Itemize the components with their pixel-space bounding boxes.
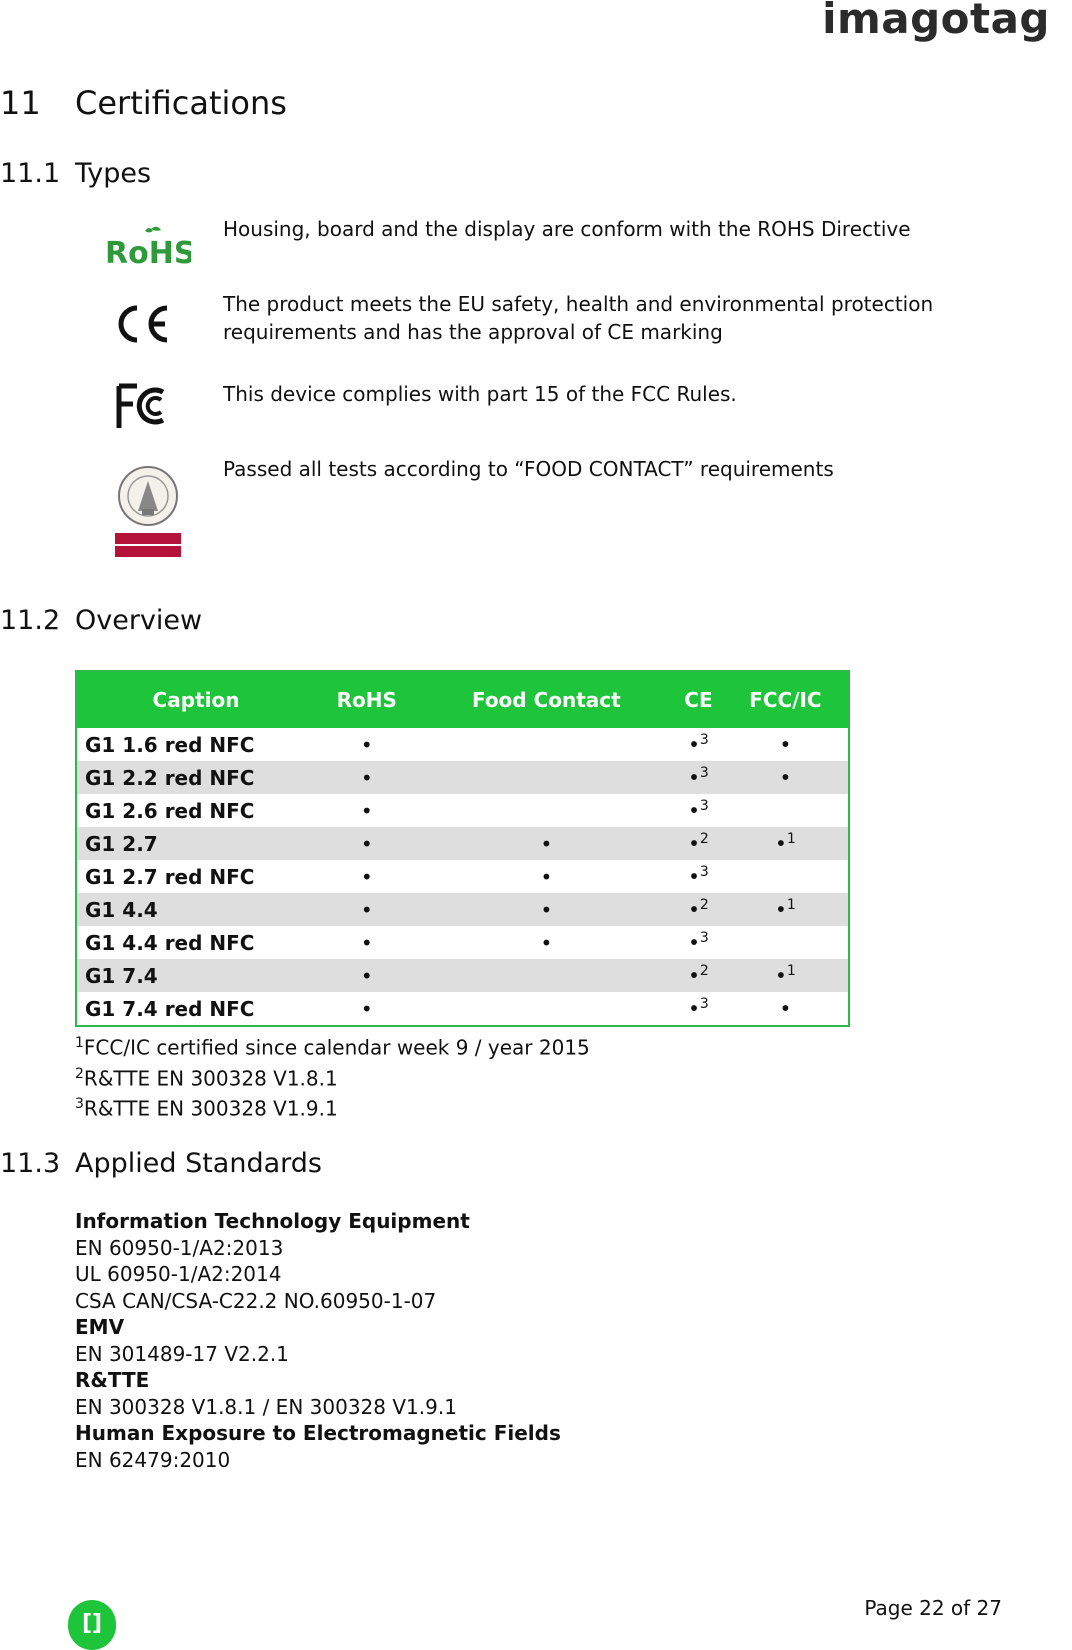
standard-category: Human Exposure to Electromagnetic Fields: [75, 1421, 561, 1445]
cell-fcc-ic: [723, 860, 849, 893]
row-caption: G1 4.4 red NFC: [85, 930, 255, 955]
subsection-heading-overview: [0, 605, 202, 636]
cert-row-rohs: [75, 215, 975, 275]
cell-ce: •$^3$: [674, 761, 723, 794]
table-row: [76, 761, 849, 794]
page-number: Page 22 of 27: [864, 1596, 1002, 1620]
column-header-fcc-ic: FCC/IC: [723, 671, 849, 728]
table-row: [76, 893, 849, 926]
cell-fcc-ic: •$^1$: [723, 959, 849, 992]
cell-fcc-ic: •: [779, 996, 792, 1021]
standard-category: EMV: [75, 1315, 125, 1339]
cell-food-contact: •: [540, 864, 553, 889]
table-row: [76, 827, 849, 860]
cell-ce: •$^2$: [674, 893, 723, 926]
subsection-heading-types: [0, 158, 151, 189]
footer-logo-icon: []: [68, 1600, 116, 1650]
cell-ce: •$^2$: [674, 827, 723, 860]
cell-food-contact: [419, 728, 675, 761]
footnotes: [75, 1030, 590, 1122]
standards-list: [75, 1208, 561, 1473]
cell-rohs: •: [315, 959, 419, 992]
cell-rohs: •: [360, 798, 373, 823]
footnote: $^2$R&TTE EN 300328 V1.8.1: [75, 1065, 338, 1091]
cell-rohs: •: [315, 761, 419, 794]
cell-rohs: •: [360, 996, 373, 1021]
table-row: [76, 959, 849, 992]
cell-ce: •$^3$: [688, 996, 709, 1021]
cert-text: This device complies with part 15 of the FCC Rules.: [223, 382, 737, 406]
bureau-veritas-logo-icon: [115, 463, 181, 563]
cell-fcc-ic: •$^1$: [723, 893, 849, 926]
table-header-row: [76, 671, 849, 728]
subsection-title: Types: [75, 158, 152, 189]
row-caption: G1 7.4: [76, 959, 315, 992]
cell-food-contact: [419, 959, 675, 992]
cell-rohs: •: [360, 864, 373, 889]
section-title: Certifications: [75, 84, 287, 122]
table-row: [76, 728, 849, 761]
row-caption: G1 2.6 red NFC: [85, 798, 255, 823]
cell-fcc-ic: [723, 794, 849, 827]
standard-item: EN 301489-17 V2.2.1: [75, 1341, 289, 1366]
row-caption: G1 4.4: [76, 893, 315, 926]
standard-item: EN 62479:2010: [75, 1447, 231, 1472]
footnote: $^3$R&TTE EN 300328 V1.9.1: [75, 1096, 338, 1121]
subsection-number: 11.3: [0, 1148, 61, 1179]
brand-logo: imagotag: [822, 0, 1050, 43]
standard-item: EN 60950-1/A2:2013: [75, 1235, 284, 1260]
rohs-logo-icon: [105, 225, 191, 273]
column-header-caption: Caption: [76, 671, 315, 728]
row-caption: G1 2.7: [76, 827, 315, 860]
subsection-number: 11.2: [0, 605, 61, 636]
cell-fcc-ic: •$^1$: [723, 827, 849, 860]
table-row: [76, 860, 849, 893]
cell-fcc-ic: [723, 926, 849, 959]
certification-overview-table: [75, 670, 850, 1027]
standard-category: Information Technology Equipment: [75, 1209, 470, 1233]
table-row: [76, 794, 849, 827]
cert-row-ce: [75, 290, 975, 350]
ce-mark-icon: [113, 302, 173, 350]
cert-row-fcc: [75, 380, 975, 440]
table-row: [76, 992, 849, 1026]
cell-food-contact: [419, 794, 675, 827]
cert-text: The product meets the EU safety, health and environmental protection requirements and has the approval of CE marking: [223, 292, 934, 344]
fcc-logo-icon: [115, 382, 175, 434]
cell-ce: •$^2$: [674, 959, 723, 992]
cell-rohs: •: [360, 930, 373, 955]
cell-fcc-ic: •: [779, 732, 792, 757]
row-caption: G1 2.2 red NFC: [76, 761, 315, 794]
rohs-logo-text: RoHS: [105, 236, 191, 269]
cell-ce: •$^3$: [688, 864, 709, 889]
column-header-ce: CE: [674, 671, 723, 728]
cell-food-contact: •: [419, 827, 675, 860]
cell-rohs: •: [315, 827, 419, 860]
cell-rohs: •: [360, 732, 373, 757]
cert-text: Passed all tests according to “FOOD CONTACT” requirements: [223, 457, 834, 481]
cell-ce: •$^3$: [688, 930, 709, 955]
subsection-title: Applied Standards: [75, 1148, 322, 1179]
table-row: [76, 926, 849, 959]
cell-food-contact: •: [419, 893, 675, 926]
standard-item: CSA CAN/CSA-C22.2 NO.60950-1-07: [75, 1288, 437, 1313]
standard-category: R&TTE: [75, 1368, 150, 1392]
footnote: $^1$FCC/IC certified since calendar week 9 / year 2015: [75, 1035, 590, 1060]
cell-food-contact: [419, 761, 675, 794]
row-caption: G1 7.4 red NFC: [85, 996, 255, 1021]
cell-food-contact: [419, 992, 675, 1026]
subsection-title: Overview: [75, 605, 203, 636]
column-header-food-contact: Food Contact: [419, 671, 675, 728]
subsection-number: 11.1: [0, 158, 61, 189]
column-header-rohs: RoHS: [315, 671, 419, 728]
cert-text: Housing, board and the display are conform with the ROHS Directive: [223, 217, 911, 241]
cell-rohs: •: [315, 893, 419, 926]
row-caption: G1 2.7 red NFC: [85, 864, 255, 889]
standard-item: UL 60950-1/A2:2014: [75, 1262, 282, 1286]
subsection-heading-applied-standards: [0, 1148, 322, 1179]
cert-row-food-contact: [75, 455, 975, 555]
cell-food-contact: •: [540, 930, 553, 955]
cell-fcc-ic: •: [723, 761, 849, 794]
cell-ce: •$^3$: [688, 798, 709, 823]
row-caption: G1 1.6 red NFC: [85, 732, 255, 757]
section-number: 11: [0, 84, 41, 122]
section-heading: [0, 84, 287, 122]
cell-ce: •$^3$: [688, 732, 709, 757]
standard-item: EN 300328 V1.8.1 / EN 300328 V1.9.1: [75, 1394, 457, 1419]
